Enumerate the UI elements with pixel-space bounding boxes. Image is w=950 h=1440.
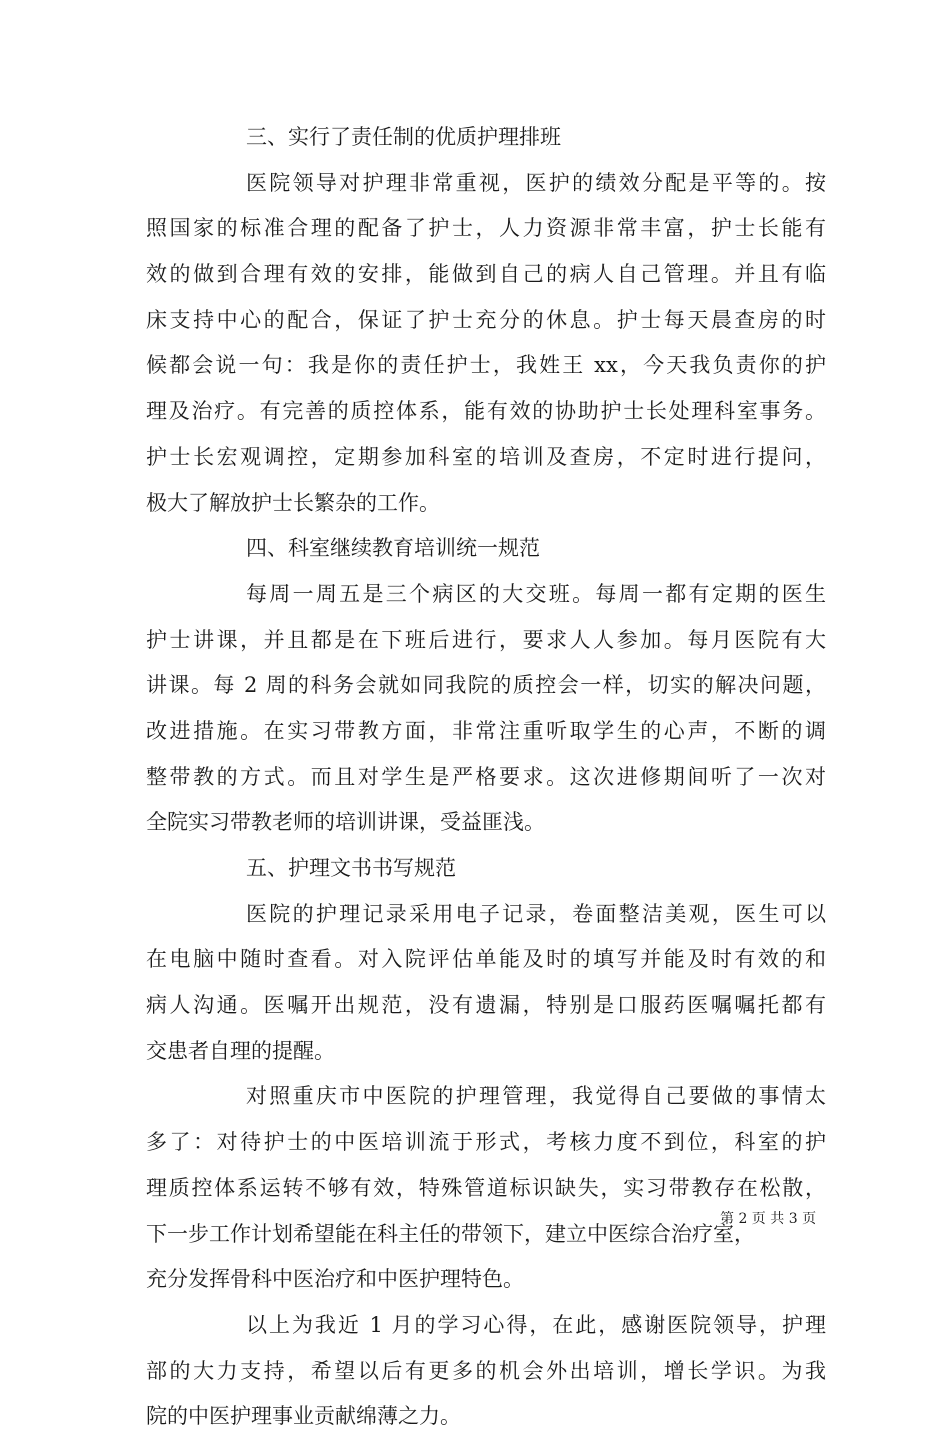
page-number: 第 2 页 共 3 页 bbox=[720, 1211, 817, 1227]
paragraph-line: 改进措施。在实习带教方面，非常注重听取学生的心声，不断的调 bbox=[146, 718, 826, 743]
paragraph-line: 极大了解放护士长繁杂的工作。 bbox=[146, 490, 440, 515]
document-body bbox=[146, 115, 826, 1440]
paragraph-line: 护士讲课，并且都是在下班后进行，要求人人参加。每月医院有大 bbox=[146, 627, 826, 652]
paragraph-line: 交患者自理的提醒。 bbox=[146, 1038, 335, 1063]
paragraph-line: 医院领导对护理非常重视，医护的绩效分配是平等的。按 bbox=[246, 170, 826, 195]
paragraph-line: 照国家的标准合理的配备了护士，人力资源非常丰富，护士长能有 bbox=[146, 216, 826, 241]
paragraph-line: 在电脑中随时查看。对入院评估单能及时的填写并能及时有效的和 bbox=[146, 947, 826, 972]
section-heading: 四、科室继续教育培训统一规范 bbox=[246, 536, 540, 561]
paragraph-line: 多了：对待护士的中医培训流于形式，考核力度不到位，科室的护 bbox=[146, 1130, 826, 1155]
paragraph-line: 病人沟通。医嘱开出规范，没有遗漏，特别是口服药医嘱嘱托都有 bbox=[146, 993, 826, 1018]
paragraph-line: 下一步工作计划希望能在科主任的带领下，建立中医综合治疗室， bbox=[146, 1221, 755, 1246]
section-heading: 五、护理文书书写规范 bbox=[246, 856, 456, 880]
paragraph-line: 医院的护理记录采用电子记录，卷面整洁美观，医生可以 bbox=[246, 901, 826, 926]
paragraph-line: 理质控体系运转不够有效，特殊管道标识缺失，实习带教存在松散， bbox=[146, 1175, 826, 1200]
paragraph-line: 讲课。每 2 周的科务会就如同我院的质控会一样，切实的解决问题， bbox=[146, 673, 826, 698]
paragraph-line: 对照重庆市中医院的护理管理，我觉得自己要做的事情太 bbox=[246, 1084, 826, 1109]
paragraph-line: 全院实习带教老师的培训讲课，受益匪浅。 bbox=[146, 810, 545, 835]
section-heading: 三、实行了责任制的优质护理排班 bbox=[246, 125, 561, 149]
paragraph-line: 床支持中心的配合，保证了护士充分的休息。护士每天晨查房的时 bbox=[146, 307, 826, 332]
paragraph-line: 效的做到合理有效的安排，能做到自己的病人自己管理。并且有临 bbox=[146, 262, 826, 287]
paragraph-line: 部的大力支持，希望以后有更多的机会外出培训，增长学识。为我 bbox=[146, 1358, 826, 1383]
paragraph-line: 每周一周五是三个病区的大交班。每周一都有定期的医生 bbox=[246, 581, 826, 606]
paragraph-line: 以上为我近 1 月的学习心得，在此，感谢医院领导，护理 bbox=[246, 1312, 826, 1337]
paragraph-line: 理及治疗。有完善的质控体系，能有效的协助护士长处理科室事务。 bbox=[146, 399, 826, 424]
paragraph-line: 护士长宏观调控，定期参加科室的培训及查房，不定时进行提问， bbox=[146, 444, 826, 469]
paragraph-line: 充分发挥骨科中医治疗和中医护理特色。 bbox=[146, 1267, 524, 1292]
paragraph-line: 候都会说一句：我是你的责任护士，我姓王 xx，今天我负责你的护 bbox=[146, 353, 826, 378]
paragraph-line: 院的中医护理事业贡献绵薄之力。 bbox=[146, 1404, 461, 1429]
paragraph-line: 整带教的方式。而且对学生是严格要求。这次进修期间听了一次对 bbox=[146, 764, 826, 789]
